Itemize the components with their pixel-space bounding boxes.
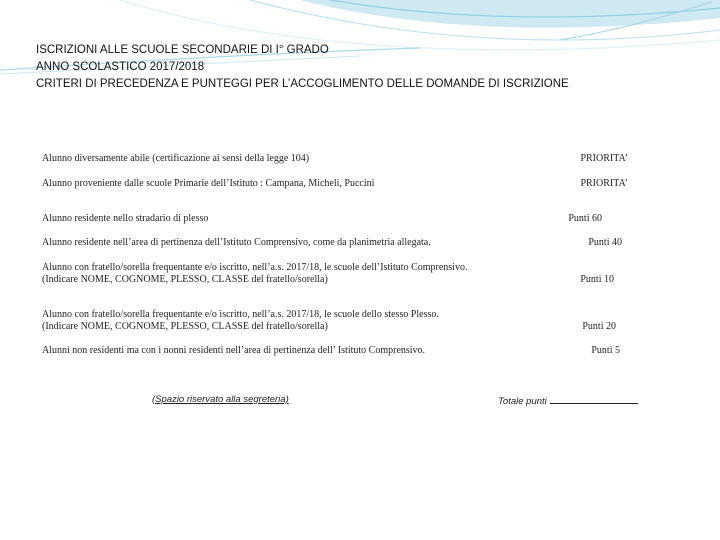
criterion-value: PRIORITA’ [580, 153, 628, 164]
criterion-text: Alunno con fratello/sorella frequentante e/o iscritto, nell’a.s. 2017/18, le scuole dell’Istituto Comprensivo. [42, 262, 468, 273]
total-points [498, 394, 638, 407]
criterion-value: Punti 40 [588, 237, 622, 248]
criterion-text: Alunni non residenti ma con i nonni residenti nell’area di pertinenza dell’ Istituto Comprensivo. [42, 345, 426, 356]
criterion-text-block [42, 309, 439, 333]
criterion-text: Alunno residente nello stradario di plesso [42, 213, 209, 224]
criterion-value: Punti 5 [591, 345, 620, 356]
header-line-year: ANNO SCOLASTICO 2017/2018 [36, 61, 205, 73]
criterion-text: Alunno proveniente dalle scuole Primarie dell’Istituto : Campana, Micheli, Puccini [42, 178, 375, 189]
criterion-value: PRIORITA’ [580, 178, 628, 189]
office-use-note: (Spazio riservato alla segreteria) [152, 394, 289, 405]
criterion-value: Punti 20 [582, 321, 616, 332]
criterion-text: Alunno con fratello/sorella frequentante e/o iscritto, nell’a.s. 2017/18, le scuole dello stesso Plesso. [42, 309, 439, 320]
criterion-value: Punti 10 [580, 274, 614, 285]
criterion-text-block [42, 262, 467, 286]
criterion-note: (Indicare NOME, COGNOME, PLESSO, CLASSE del fratello/sorella) [42, 274, 328, 285]
document-header [36, 42, 569, 93]
header-line-school: ISCRIZIONI ALLE SCUOLE SECONDARIE DI I° GRADO [36, 44, 329, 56]
criterion-text: Alunno diversamente abile (certificazione ai sensi della legge 104) [42, 153, 310, 164]
criterion-value: Punti 60 [568, 213, 602, 224]
criterion-note: (Indicare NOME, COGNOME, PLESSO, CLASSE del fratello/sorella) [42, 321, 328, 332]
total-points-field [550, 394, 638, 404]
total-points-label: Totale punti [498, 396, 547, 407]
header-line-criteria: CRITERI DI PRECEDENZA E PUNTEGGI PER L’ACCOGLIMENTO DELLE DOMANDE DI ISCRIZIONE [36, 78, 569, 90]
criterion-text: Alunno residente nell’area di pertinenza dell’Istituto Comprensivo, come da planimetria allegata. [42, 237, 431, 248]
